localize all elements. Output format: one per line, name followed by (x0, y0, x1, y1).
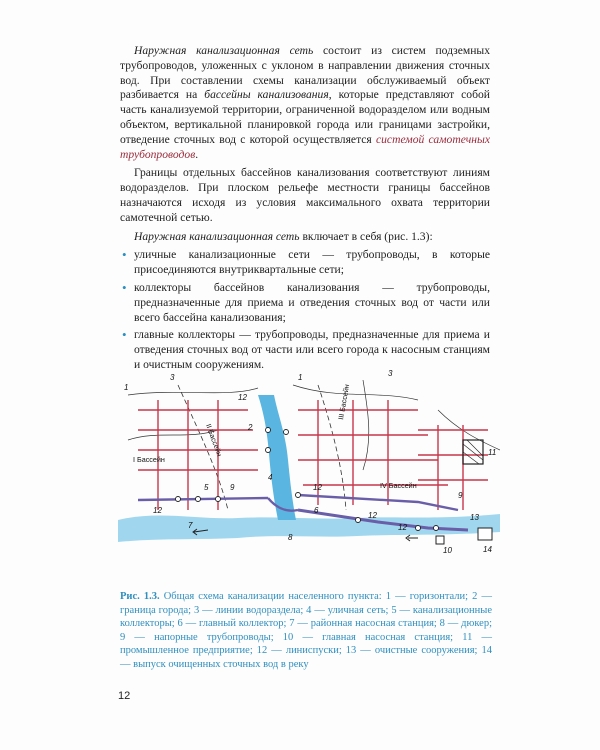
svg-text:11: 11 (488, 448, 497, 457)
figure-label: Рис. 1.3. (120, 591, 160, 602)
svg-text:7: 7 (188, 521, 193, 530)
river-tributary (258, 395, 296, 520)
svg-text:3: 3 (170, 373, 175, 382)
street-network (138, 400, 488, 510)
svg-text:1: 1 (298, 373, 303, 382)
svg-text:12: 12 (368, 511, 377, 520)
svg-text:12: 12 (153, 506, 162, 515)
sewer-scheme-figure (118, 370, 500, 570)
svg-text:2: 2 (248, 423, 253, 432)
basin-label: I Бассейн (133, 455, 165, 464)
term-basins: бассейны канализования (204, 88, 329, 102)
basin-label: II Бассейн (204, 422, 225, 458)
pump-station (436, 536, 444, 544)
svg-text:3: 3 (388, 370, 393, 378)
treatment-plant (478, 528, 492, 540)
svg-text:6: 6 (314, 506, 319, 515)
term-gravity-system: системой самотечных трубопроводов (120, 132, 490, 161)
svg-text:8: 8 (288, 533, 293, 542)
svg-text:5: 5 (204, 483, 209, 492)
basin-label: III Бассейн (336, 383, 352, 421)
svg-text:9: 9 (458, 491, 463, 500)
page-number: 12 (118, 690, 131, 702)
bullet-list (120, 248, 490, 372)
svg-text:10: 10 (443, 546, 452, 555)
svg-text:12: 12 (238, 393, 247, 402)
list-item: • уличные канализационные сети — трубопроводы, в которые присоединяются внутриквартальные сети; (134, 248, 490, 278)
contour-lines (128, 380, 500, 470)
paragraph-2: Границы отдельных бассейнов канализования соответствуют линиям водоразделов. При плоском рельефе местности границы бассейнов назначаются исходя из условия максимального охвата территории самотечной сетью. (120, 166, 490, 224)
svg-text:12: 12 (398, 523, 407, 532)
paragraph-3: Наружная канализационная сеть включает в себя (рис. 1.3): (134, 229, 433, 243)
svg-text:12: 12 (313, 483, 322, 492)
paragraph-1: Наружная канализационная сеть состоит из систем подземных трубопроводов, уложенных с уклоном в направлении движения сточных вод. При составлении схемы канализации обслуживаемый объект разбивается на бассейны канализования, которые представляют собой часть канализуемой территории, ограниченной водоразделом или водным объектом, вертикальной планировкой города или границами застройки, отведение сточных вод с которой осуществляется системой самотечных трубопроводов. (120, 44, 491, 161)
figure-caption: Рис. 1.3. Общая схема канализации населенного пункта: 1 — горизонтали; 2 — граница города; 3 — линии водораздела; 4 — уличная сеть; 5 — канализационные коллекторы; 6 — главный коллектор; 7 — районная насосная станция; 8 — дюкер; 9 — напорные трубопроводы; 10 — главная насосная станция; 11 — промышленное предприятие; 12 — линиспуски; 13 — очистные сооружения; 14 — выпуск очищенных сточных вод в реку (120, 591, 493, 670)
svg-text:13: 13 (470, 513, 479, 522)
list-item: • коллекторы бассейнов канализования — трубопроводы, предназначенные для приема и отведения сточных вод от части или всего бассейна канализования; (134, 281, 490, 325)
body-text (120, 44, 490, 376)
basin-label: IV Бассейн (380, 481, 417, 490)
svg-text:14: 14 (483, 545, 492, 554)
list-item: • главные коллекторы — трубопроводы, предназначенные для приема и отведения сточных вод от части или всего города к насосным станциям и очистным сооружениям. (134, 328, 490, 372)
term-external-sewer: Наружная канализационная сеть (134, 44, 314, 57)
svg-text:1: 1 (124, 383, 129, 392)
svg-text:9: 9 (230, 483, 235, 492)
svg-text:4: 4 (268, 473, 273, 482)
